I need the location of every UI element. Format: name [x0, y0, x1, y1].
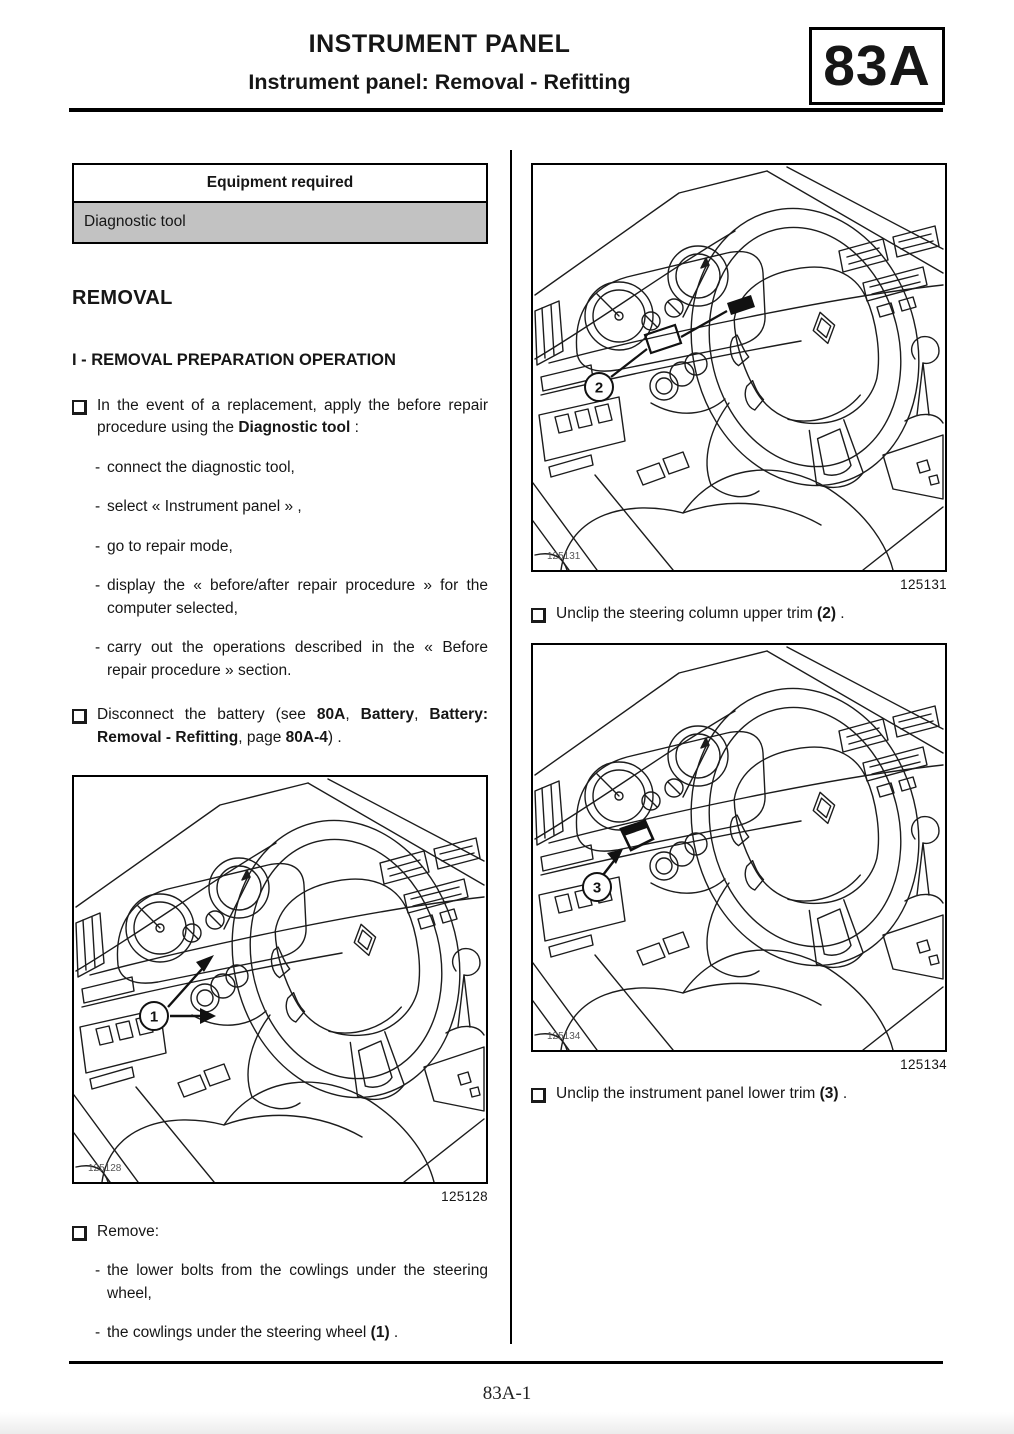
list-item: - select « Instrument panel » , [95, 496, 488, 518]
list-item: - display the « before/after repair procedure » for the computer selected, [95, 575, 488, 620]
checkbox-icon [531, 1088, 546, 1103]
callout-number: 2 [594, 379, 604, 397]
list-item: - go to repair mode, [95, 536, 488, 558]
right-column [531, 163, 947, 1105]
column-divider [510, 150, 512, 1344]
figure-caption-id: 125131 [900, 577, 947, 592]
footer-rule [69, 1361, 943, 1364]
image-id-label: 125128 [88, 1163, 122, 1175]
dash-bullet: - [95, 458, 101, 476]
caption-lower-trim: Unclip the instrument panel lower trim (3) . [531, 1083, 947, 1105]
dash-bullet: - [95, 639, 101, 657]
dash-bullet: - [95, 537, 101, 555]
dash-bullet: - [95, 498, 101, 516]
dashboard-illustration [533, 165, 945, 570]
trim-highlight [621, 821, 647, 836]
subsection-heading: I - REMOVAL PREPARATION OPERATION [72, 350, 396, 369]
left-column [72, 163, 488, 1344]
image-id-label: 125131 [547, 551, 581, 562]
page-title: INSTRUMENT PANEL [308, 30, 571, 58]
checkbox-icon [72, 709, 87, 724]
checkbox-icon [531, 608, 546, 623]
figure-lower-trim [531, 643, 947, 1052]
removal-heading: REMOVAL [72, 286, 173, 309]
dashboard-illustration [533, 645, 945, 1050]
checkbox-icon [72, 400, 87, 415]
section-code: 83A [823, 34, 931, 98]
step-text: Disconnect the battery (see 80A, Battery, Battery: Removal - Refitting, page 80A-4) . [97, 706, 488, 746]
list-item: - the cowlings under the steering wheel (1) . [95, 1322, 488, 1344]
figure-cowlings [72, 775, 488, 1184]
dashboard-illustration [74, 777, 486, 1182]
page-number: 83A-1 [482, 1383, 532, 1404]
dash-bullet: - [95, 1323, 101, 1341]
page-header [69, 30, 810, 95]
diagnostic-substeps [95, 457, 488, 682]
section-code-box [809, 27, 945, 105]
figure-caption-id: 125134 [900, 1057, 947, 1073]
page-subtitle: Instrument panel: Removal - Refitting [248, 70, 631, 94]
figure-caption-id: 125128 [441, 1189, 488, 1205]
caption-upper-trim: Unclip the steering column upper trim (2) . [531, 603, 947, 625]
dash-bullet: - [95, 577, 101, 595]
list-item: - the lower bolts from the cowlings under the steering wheel, [95, 1260, 488, 1305]
checkbox-icon [72, 1226, 87, 1241]
header-rule [69, 108, 943, 112]
equipment-cell: Diagnostic tool [73, 202, 487, 242]
remove-substeps [95, 1260, 488, 1344]
equipment-table [72, 163, 488, 244]
list-item: - connect the diagnostic tool, [95, 457, 488, 479]
equipment-table-header: Equipment required [73, 164, 487, 202]
step-battery [72, 704, 488, 749]
step-text: In the event of a replacement, apply the before repair procedure using the Diagnostic tool : [97, 396, 488, 437]
step-replacement [72, 395, 488, 440]
dash-bullet: - [95, 1262, 101, 1280]
list-item: - carry out the operations described in the « Before repair procedure » section. [95, 637, 488, 682]
arrow-head-icon [196, 955, 214, 972]
table-row [73, 202, 487, 242]
step-remove: Remove: [72, 1221, 488, 1243]
figure-upper-trim [531, 163, 947, 572]
callout-number: 3 [592, 879, 602, 897]
trim-highlight [727, 295, 755, 315]
callout-number: 1 [149, 1008, 159, 1026]
image-id-label: 125134 [547, 1031, 581, 1043]
